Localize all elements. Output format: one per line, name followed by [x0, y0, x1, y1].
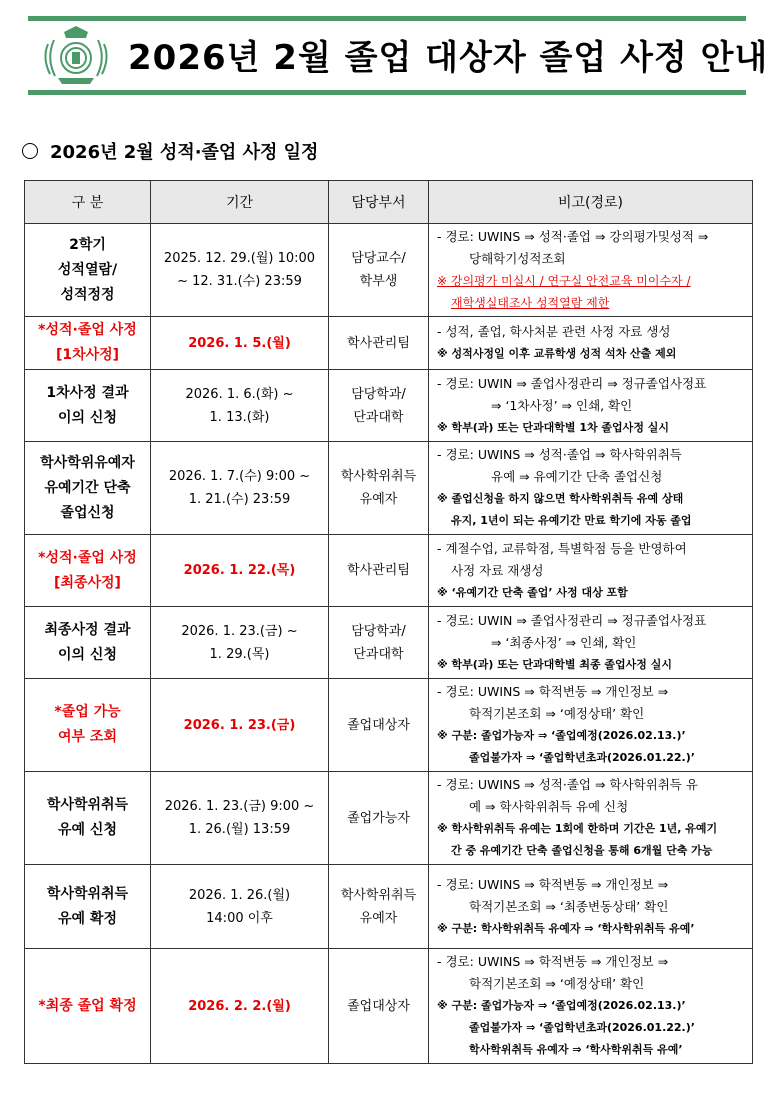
- row-period-line: ~ 12. 31.(수) 23:59: [177, 274, 302, 289]
- row-department: [329, 865, 429, 949]
- row-period: [151, 949, 329, 1064]
- row-remarks: [429, 865, 753, 949]
- remark-line: 학적기본조회 ⇒ ‘예정상태’ 확인: [469, 976, 645, 991]
- remark-line: 졸업불가자 ⇒ ‘졸업학년초과(2026.01.22.)’: [469, 1021, 695, 1034]
- row-period: [151, 224, 329, 317]
- row-remarks: [429, 442, 753, 535]
- row-category-line: 학사학위취득: [46, 885, 129, 902]
- remark-line: - 경로: UWINS ⇒ 학적변동 ⇒ 개인정보 ⇒: [437, 684, 669, 699]
- remark-line: ※ 구분: 학사학위취득 유예자 ⇒ ‘학사학위취득 유예’: [437, 921, 695, 935]
- row-category-line: 성적정정: [60, 286, 115, 303]
- row-category-line: [최종사정]: [54, 574, 121, 591]
- section-title: 2026년 2월 성적·졸업 사정 일정: [50, 142, 319, 163]
- row-remarks: [429, 535, 753, 607]
- table-row: [25, 772, 753, 865]
- row-department: [329, 317, 429, 370]
- row-department: [329, 370, 429, 442]
- row-period-line: 2026. 1. 7.(수) 9:00 ~: [168, 469, 311, 484]
- row-category-line: [1차사정]: [55, 347, 120, 363]
- row-category-line: 성적열람/: [57, 261, 118, 278]
- row-category-line: *졸업 가능: [54, 704, 121, 720]
- row-category: [25, 679, 151, 772]
- remark-line: 유예 ⇒ 유예기간 단축 졸업신청: [491, 469, 663, 484]
- row-department: [329, 535, 429, 607]
- row-period-line: 2025. 12. 29.(월) 10:00: [163, 251, 316, 266]
- remark-line: 졸업불가자 ⇒ ‘졸업학년초과(2026.01.22.)’: [469, 751, 695, 764]
- row-period-line: 2026. 1. 23.(금) 9:00 ~: [164, 799, 315, 814]
- row-period-line: 2026. 1. 5.(월): [188, 335, 291, 351]
- row-category-line: 유예 확정: [58, 910, 117, 927]
- row-period-line: 1. 29.(목): [209, 646, 270, 662]
- bottom-rule: [28, 90, 746, 95]
- row-remarks: [429, 949, 753, 1064]
- remark-line: ※ 학사학위취득 유예는 1회에 한하며 기간은 1년, 유예기: [437, 822, 718, 835]
- row-department: [329, 679, 429, 772]
- remark-line: ⇒ ‘최종사정’ ⇒ 인쇄, 확인: [491, 634, 637, 650]
- section-heading: [22, 138, 318, 164]
- row-remarks: [429, 772, 753, 865]
- row-department-line: 학사학위취득: [340, 469, 417, 484]
- row-category-line: 유예기간 단축: [44, 479, 131, 496]
- table-row: [25, 317, 753, 370]
- row-period-line: 2026. 2. 2.(월): [188, 998, 291, 1014]
- row-period-line: 2026. 1. 23.(금): [183, 717, 296, 733]
- row-category: [25, 949, 151, 1064]
- row-category: [25, 607, 151, 679]
- page-title: 2026년 2월 졸업 대상자 졸업 사정 안내: [128, 38, 769, 78]
- row-period-line: 2026. 1. 22.(목): [183, 563, 296, 578]
- remark-line: 재학생실태조사 성적열람 제한: [451, 296, 610, 310]
- table-row: [25, 370, 753, 442]
- university-emblem-icon: [40, 24, 112, 86]
- schedule-table: [24, 180, 753, 1064]
- remark-line: ※ 학부(과) 또는 단과대학별 최종 졸업사정 실시: [437, 657, 672, 671]
- row-category: [25, 224, 151, 317]
- remark-line: ※ 성적사정일 이후 교류학생 성적 석차 산출 제외: [437, 347, 677, 360]
- row-category-line: 최종사정 결과: [44, 621, 131, 638]
- remark-line: ⇒ ‘1차사정’ ⇒ 인쇄, 확인: [491, 397, 633, 413]
- row-department-line: 학사관리팀: [347, 335, 410, 351]
- row-period-line: 1. 26.(월) 13:59: [188, 822, 291, 837]
- header-remarks: 비고(경로): [429, 181, 753, 224]
- row-department-line: 담당학과/: [351, 386, 406, 402]
- row-category: [25, 535, 151, 607]
- remark-line: - 경로: UWIN ⇒ 졸업사정관리 ⇒ 정규졸업사정표: [437, 612, 707, 628]
- remark-line: 사정 자료 재생성: [451, 562, 544, 578]
- remark-line: 학사학위취득 유예자 ⇒ ‘학사학위취득 유예’: [469, 1043, 683, 1056]
- table-row: [25, 865, 753, 949]
- row-department-line: 유예자: [359, 492, 398, 507]
- row-period-line: 1. 21.(수) 23:59: [188, 492, 291, 507]
- row-period: [151, 607, 329, 679]
- row-period: [151, 317, 329, 370]
- row-period: [151, 772, 329, 865]
- row-remarks: [429, 317, 753, 370]
- row-period: [151, 370, 329, 442]
- row-department-line: 단과대학: [353, 646, 404, 662]
- row-department: [329, 442, 429, 535]
- row-department: [329, 607, 429, 679]
- remark-line: ※ ‘유예기간 단축 졸업’ 사정 대상 포함: [437, 585, 628, 599]
- row-department-line: 담당교수/: [351, 251, 406, 266]
- remark-line: ※ 강의평가 미실시 / 연구실 안전교육 미이수자 /: [437, 274, 691, 288]
- row-period-line: 1. 13.(화): [209, 409, 270, 425]
- row-remarks: [429, 679, 753, 772]
- row-category-line: 유예 신청: [58, 822, 117, 838]
- row-department-line: 학사관리팀: [347, 563, 410, 578]
- row-department-line: 담당학과/: [351, 623, 406, 639]
- table-row: [25, 535, 753, 607]
- table-row: [25, 607, 753, 679]
- row-period: [151, 865, 329, 949]
- remark-line: ※ 졸업신청을 하지 않으면 학사학위취득 유예 상태: [437, 492, 684, 505]
- header-period: 기간: [151, 181, 329, 224]
- row-period-line: 2026. 1. 6.(화) ~: [185, 386, 294, 402]
- remark-line: - 성적, 졸업, 학사처분 관련 사정 자료 생성: [437, 324, 671, 339]
- row-department: [329, 949, 429, 1064]
- remark-line: - 경로: UWINS ⇒ 학적변동 ⇒ 개인정보 ⇒: [437, 954, 669, 969]
- remark-line: ※ 구분: 졸업가능자 ⇒ ‘졸업예정(2026.02.13.)’: [437, 729, 686, 742]
- row-category: [25, 370, 151, 442]
- circle-bullet-icon: [22, 143, 38, 159]
- row-remarks: [429, 224, 753, 317]
- row-category-line: 1차사정 결과: [46, 384, 129, 401]
- row-department-line: 학부생: [359, 274, 398, 289]
- remark-line: - 경로: UWINS ⇒ 성적·졸업 ⇒ 학사학위취득: [437, 447, 682, 462]
- remark-line: 예 ⇒ 학사학위취득 유예 신청: [469, 799, 629, 814]
- remark-line: - 경로: UWINS ⇒ 성적·졸업 ⇒ 강의평가및성적 ⇒: [437, 229, 709, 244]
- row-period: [151, 442, 329, 535]
- remark-line: - 경로: UWINS ⇒ 성적·졸업 ⇒ 학사학위취득 유: [437, 777, 698, 792]
- row-category-line: 졸업신청: [60, 504, 115, 521]
- row-department-line: 학사학위취득: [340, 887, 417, 903]
- remark-line: - 경로: UWIN ⇒ 졸업사정관리 ⇒ 정규졸업사정표: [437, 375, 707, 391]
- remark-line: ※ 구분: 졸업가능자 ⇒ ‘졸업예정(2026.02.13.)’: [437, 999, 686, 1012]
- row-category-line: 이의 신청: [58, 409, 117, 426]
- row-category-line: *최종 졸업 확정: [38, 997, 137, 1014]
- remark-line: 간 중 유예기간 단축 졸업신청을 통해 6개월 단축 가능: [451, 844, 713, 857]
- remark-line: 당해학기성적조회: [469, 251, 566, 266]
- remark-line: 학적기본조회 ⇒ ‘예정상태’ 확인: [469, 706, 645, 721]
- row-category: [25, 865, 151, 949]
- row-period: [151, 535, 329, 607]
- remark-line: - 경로: UWINS ⇒ 학적변동 ⇒ 개인정보 ⇒: [437, 876, 669, 892]
- row-department-line: 유예자: [359, 910, 398, 926]
- table-header-row: [25, 181, 753, 224]
- header-department: 담당부서: [329, 181, 429, 224]
- row-department-line: 졸업대상자: [347, 998, 410, 1014]
- row-category-line: 이의 신청: [58, 646, 117, 663]
- remark-line: ※ 학부(과) 또는 단과대학별 1차 졸업사정 실시: [437, 420, 670, 434]
- row-department-line: 졸업대상자: [347, 717, 410, 733]
- remark-line: - 계절수업, 교류학점, 특별학점 등을 반영하여: [437, 540, 687, 556]
- row-period-line: 2026. 1. 26.(월): [188, 887, 291, 903]
- table-row: [25, 224, 753, 317]
- row-department-line: 단과대학: [353, 409, 404, 425]
- remark-line: 유지, 1년이 되는 유예기간 만료 학기에 자동 졸업: [451, 514, 692, 527]
- row-category-line: 여부 조회: [58, 729, 117, 745]
- row-category: [25, 317, 151, 370]
- row-category-line: *성적·졸업 사정: [38, 322, 137, 338]
- top-rule: [28, 16, 746, 21]
- table-row: [25, 442, 753, 535]
- row-period: [151, 679, 329, 772]
- row-department: [329, 224, 429, 317]
- row-category: [25, 442, 151, 535]
- header-category: 구 분: [25, 181, 151, 224]
- row-remarks: [429, 370, 753, 442]
- row-category-line: 2학기: [69, 236, 106, 253]
- row-remarks: [429, 607, 753, 679]
- row-category-line: *성적·졸업 사정: [38, 549, 137, 566]
- table-row: [25, 949, 753, 1064]
- row-category-line: 학사학위유예자: [40, 454, 135, 471]
- row-period-line: 14:00 이후: [206, 910, 273, 926]
- table-row: [25, 679, 753, 772]
- row-category-line: 학사학위취득: [46, 797, 129, 813]
- row-department: [329, 772, 429, 865]
- row-department-line: 졸업가능자: [347, 810, 410, 826]
- remark-line: 학적기본조회 ⇒ ‘최종변동상태’ 확인: [469, 898, 669, 914]
- row-period-line: 2026. 1. 23.(금) ~: [181, 623, 298, 639]
- row-category: [25, 772, 151, 865]
